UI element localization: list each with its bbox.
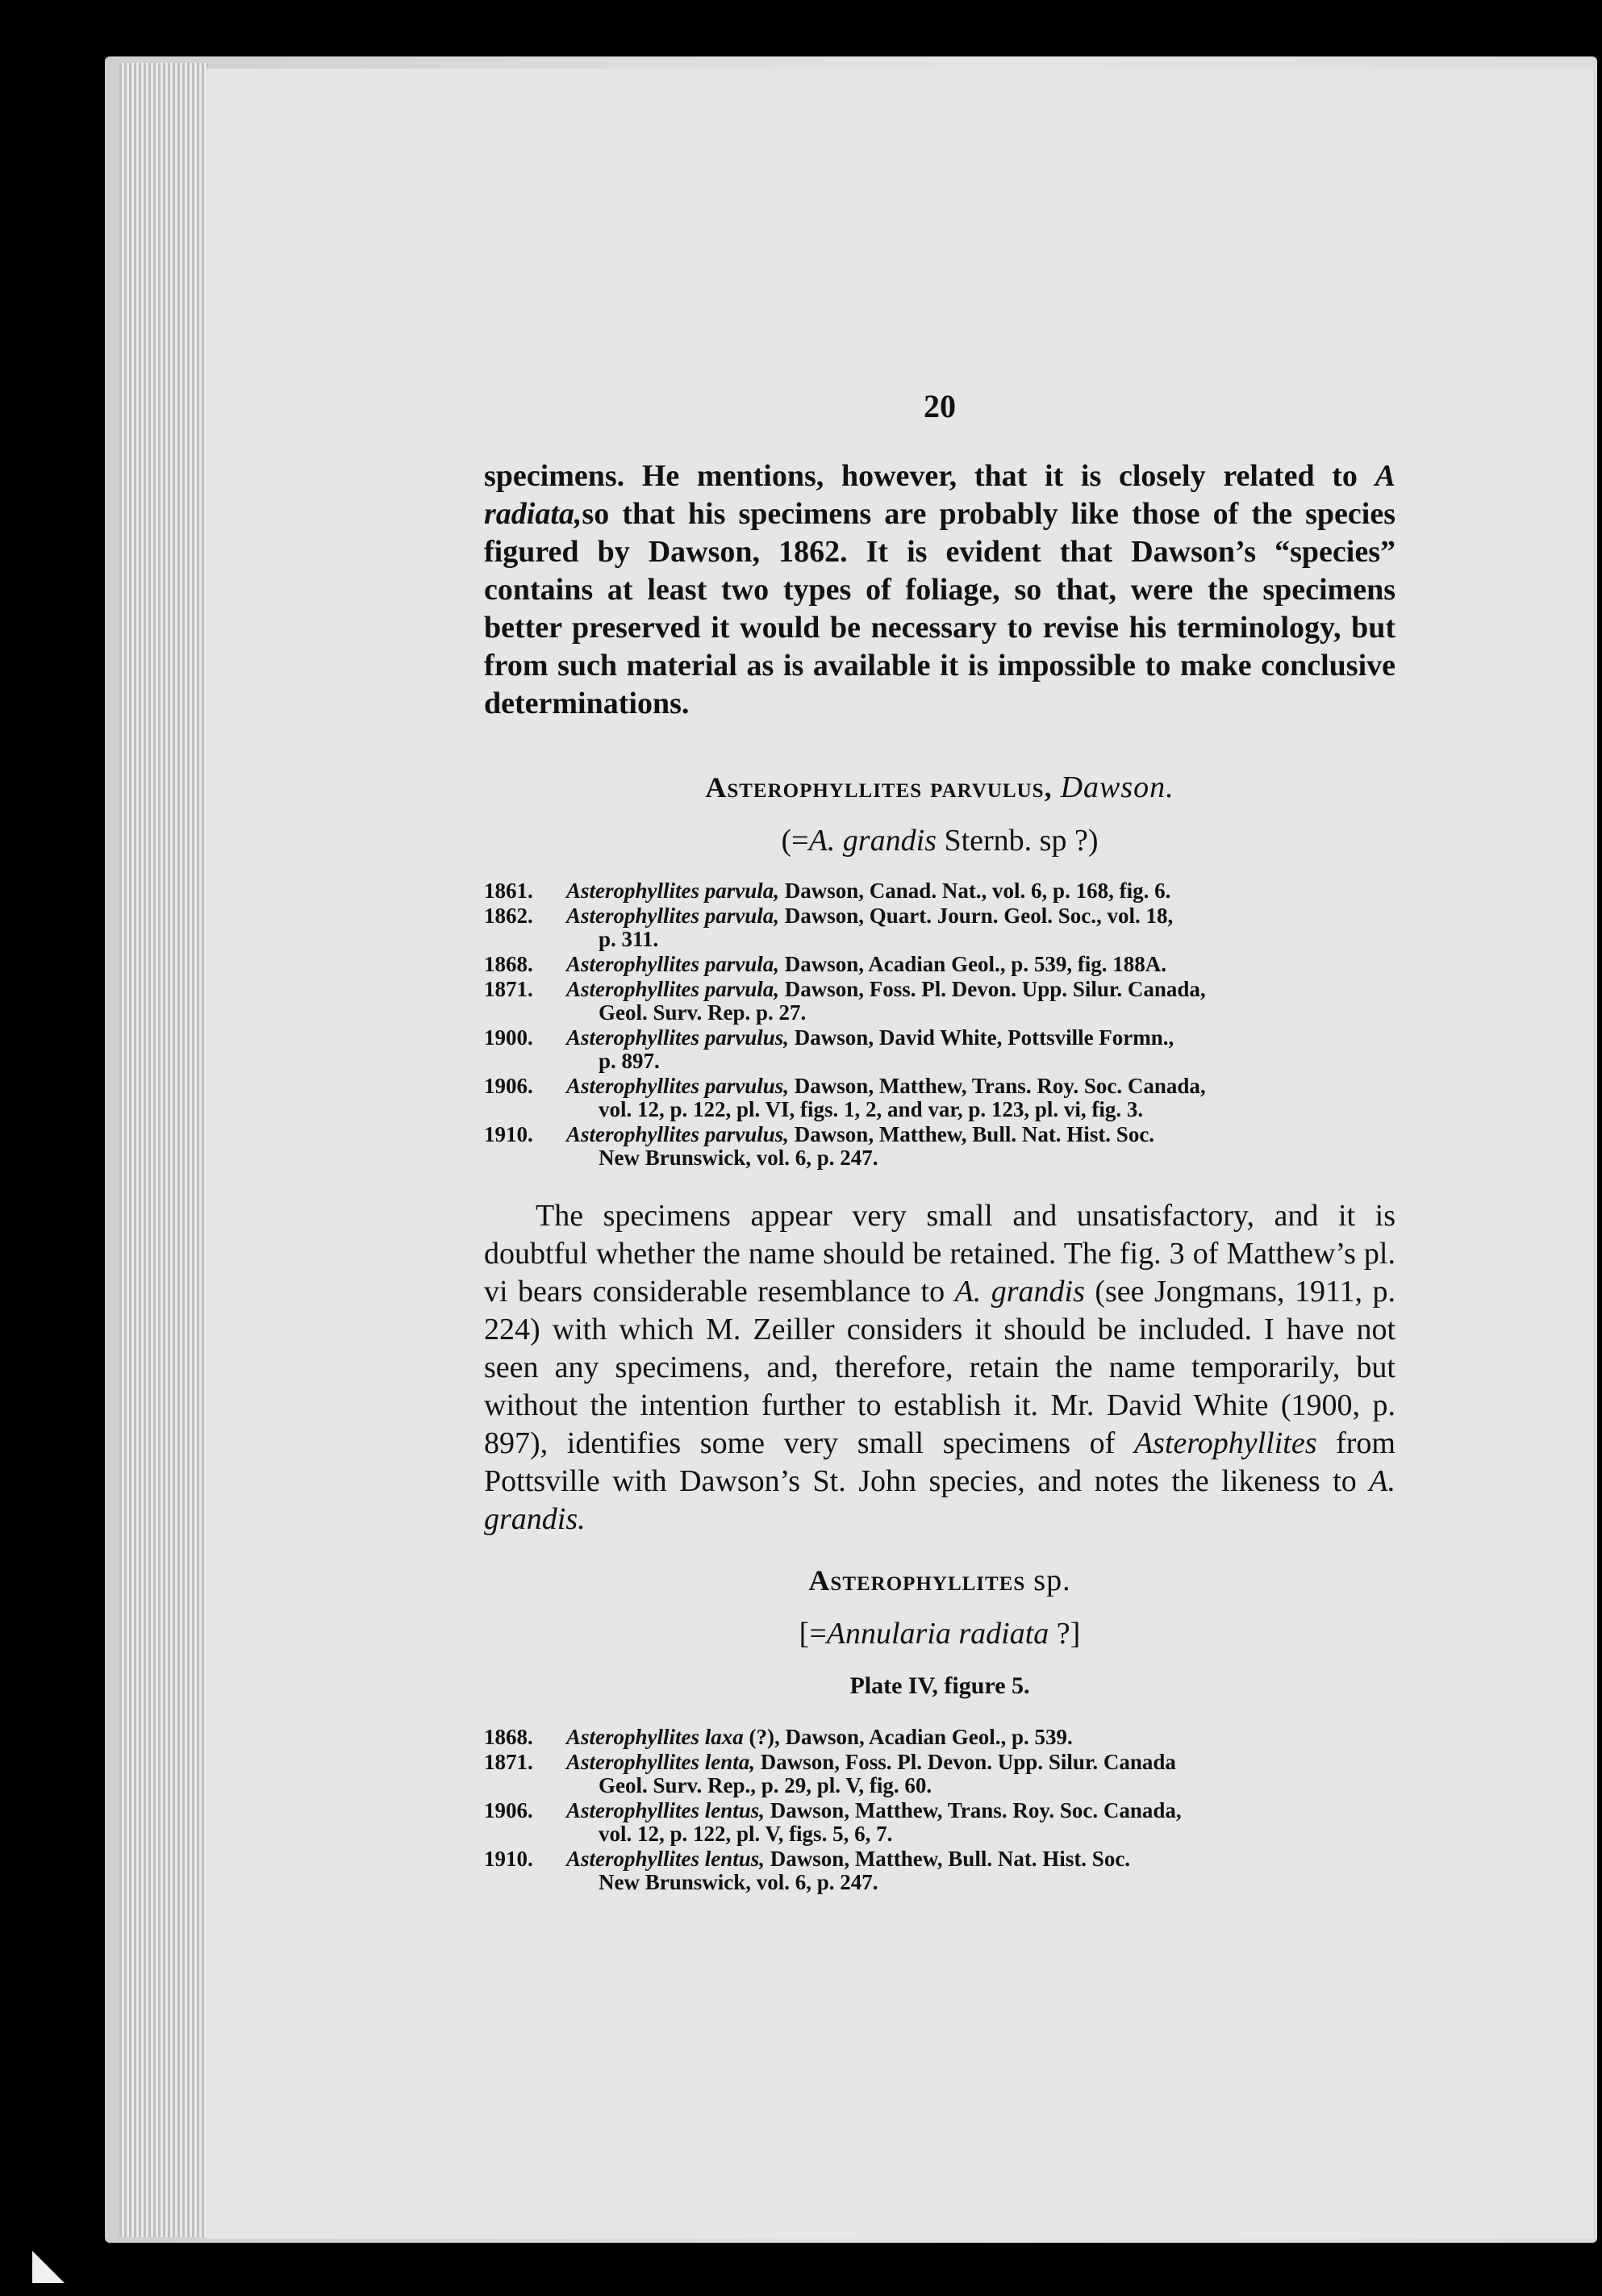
synonym-prefix: (= bbox=[781, 824, 809, 858]
bib-genus: Asterophyllites parvula, bbox=[566, 904, 780, 928]
bib-year: 1861. bbox=[484, 879, 533, 903]
page-content bbox=[484, 387, 1395, 1922]
section-heading-parvulus bbox=[484, 770, 1395, 805]
synonym-line-sp bbox=[484, 1616, 1395, 1651]
para-text: (see Jongmans, 1911, p. 224) with which M. Zeiller considers it should be included. I have not seen any specimens, and, therefore, retain the name temporarily, but without the intention further to establish it. Mr. David White (1900, p. 897), identifies some very small specimens of bbox=[484, 1275, 1396, 1460]
bib-year: 1868. bbox=[484, 1725, 533, 1749]
bib-ref: Dawson, Matthew, Bull. Nat. Hist. Soc. bbox=[794, 1122, 1155, 1146]
bib-cont: New Brunswick, vol. 6, p. 247. bbox=[599, 1870, 878, 1894]
bib-ref: (?), Dawson, Acadian Geol., p. 539. bbox=[749, 1725, 1073, 1749]
bib-entry bbox=[484, 953, 1395, 976]
discussion-paragraph bbox=[484, 1197, 1395, 1538]
bib-cont: p. 897. bbox=[599, 1049, 660, 1073]
para-italic: Asterophyllites bbox=[1133, 1426, 1317, 1460]
section-heading-sp bbox=[484, 1563, 1395, 1598]
bib-year: 1868. bbox=[484, 952, 533, 976]
intro-text-1: specimens. He mentions, however, that it is closely related to bbox=[484, 459, 1375, 493]
bib-year: 1906. bbox=[484, 1798, 533, 1822]
bib-ref: Dawson, Canad. Nat., vol. 6, p. 168, fig. 6. bbox=[784, 879, 1171, 903]
bib-genus: Asterophyllites parvulus, bbox=[566, 1122, 790, 1146]
page-number: 20 bbox=[924, 388, 956, 424]
para-italic: A. grandis bbox=[954, 1275, 1085, 1309]
bib-genus: Asterophyllites parvulus, bbox=[566, 1025, 790, 1050]
bib-genus: Asterophyllites parvula, bbox=[566, 977, 780, 1001]
synonym-suffix: ?] bbox=[1056, 1617, 1081, 1651]
bib-genus: Asterophyllites lentus, bbox=[566, 1847, 766, 1871]
bib-year: 1871. bbox=[484, 977, 533, 1001]
bib-entry bbox=[484, 1726, 1395, 1749]
bibliography-parvulus bbox=[484, 879, 1395, 1170]
para-text: The specimens appear very small and unsatisfactory, and it is doubtful whether the name should be retained. The fig. 3 of Matthew’s pl. vi bears considerable resemblance to bbox=[484, 1199, 1395, 1309]
plate-reference: Plate IV, figure 5. bbox=[849, 1672, 1030, 1699]
bib-year: 1862. bbox=[484, 904, 533, 928]
bib-ref: Dawson, Matthew, Trans. Roy. Soc. Canada, bbox=[770, 1798, 1182, 1822]
bib-year: 1910. bbox=[484, 1122, 533, 1146]
bib-entry bbox=[484, 1075, 1395, 1121]
para-italic: A. grandis. bbox=[484, 1464, 1395, 1536]
heading-species-name: Asterophyllites parvulus, bbox=[705, 771, 1053, 804]
synonym-italic: A. grandis bbox=[808, 824, 937, 858]
bib-entry bbox=[484, 1799, 1395, 1846]
bib-cont: Geol. Surv. Rep., p. 29, pl. V, fig. 60. bbox=[599, 1773, 932, 1797]
bib-year: 1900. bbox=[484, 1025, 533, 1050]
bib-entry bbox=[484, 1123, 1395, 1170]
page-stack-edge bbox=[119, 63, 208, 2237]
bib-year: 1910. bbox=[484, 1847, 533, 1871]
heading-author: Dawson. bbox=[1060, 770, 1174, 804]
bib-genus: Asterophyllites laxa bbox=[566, 1725, 744, 1749]
bib-cont: New Brunswick, vol. 6, p. 247. bbox=[599, 1146, 878, 1170]
bib-ref: Dawson, Foss. Pl. Devon. Upp. Silur. Canada, bbox=[784, 977, 1206, 1001]
synonym-prefix: [= bbox=[799, 1617, 827, 1651]
bib-cont: Geol. Surv. Rep. p. 27. bbox=[599, 1000, 807, 1025]
para-text: from Pottsville with Dawson’s St. John species, and notes the likeness to bbox=[484, 1426, 1395, 1498]
bib-cont: vol. 12, p. 122, pl. VI, figs. 1, 2, and var, p. 123, pl. vi, fig. 3. bbox=[599, 1097, 1144, 1121]
synonym-line-parvulus bbox=[484, 823, 1395, 858]
heading-species-name: Asterophyllites bbox=[808, 1564, 1026, 1597]
bib-ref: Dawson, Matthew, Trans. Roy. Soc. Canada, bbox=[794, 1074, 1206, 1098]
bib-entry bbox=[484, 1751, 1395, 1797]
bib-entry bbox=[484, 978, 1395, 1025]
bib-ref: Dawson, David White, Pottsville Formn., bbox=[794, 1025, 1174, 1050]
bib-genus: Asterophyllites lentus, bbox=[566, 1798, 766, 1822]
bib-genus: Asterophyllites parvula, bbox=[566, 952, 780, 976]
synonym-suffix: Sternb. sp ?) bbox=[944, 824, 1099, 858]
bib-entry bbox=[484, 904, 1395, 951]
scan-corner-mark bbox=[32, 2251, 65, 2283]
bib-cont: p. 311. bbox=[599, 927, 659, 951]
bib-ref: Dawson, Matthew, Bull. Nat. Hist. Soc. bbox=[770, 1847, 1131, 1871]
bib-entry bbox=[484, 879, 1395, 903]
bib-cont: vol. 12, p. 122, pl. V, figs. 5, 6, 7. bbox=[599, 1822, 893, 1846]
heading-suffix: sp. bbox=[1033, 1563, 1071, 1597]
bib-ref: Dawson, Acadian Geol., p. 539, fig. 188A. bbox=[784, 952, 1167, 976]
intro-text-2: so that his specimens are probably like those of the species figured by Dawson, 1862. It is evident that Dawson’s “species” contains at least two types of foliage, so that, were the specimens better preserved it would be necessary to revise his terminology, but from such material as is available it is impossible to make conclusive determinations. bbox=[484, 497, 1395, 720]
bib-year: 1906. bbox=[484, 1074, 533, 1098]
bib-ref: Dawson, Foss. Pl. Devon. Upp. Silur. Canada bbox=[760, 1750, 1176, 1774]
bib-entry bbox=[484, 1026, 1395, 1073]
bib-ref: Dawson, Quart. Journ. Geol. Soc., vol. 18, bbox=[784, 904, 1174, 928]
bibliography-sp bbox=[484, 1726, 1395, 1894]
intro-italic-1: A radiata, bbox=[484, 459, 1395, 531]
bib-genus: Asterophyllites parvula, bbox=[566, 879, 780, 903]
bib-genus: Asterophyllites parvulus, bbox=[566, 1074, 790, 1098]
synonym-italic: Annularia radiata bbox=[826, 1617, 1049, 1651]
intro-paragraph bbox=[484, 457, 1395, 723]
bib-year: 1871. bbox=[484, 1750, 533, 1774]
bib-genus: Asterophyllites lenta, bbox=[566, 1750, 756, 1774]
bib-entry bbox=[484, 1847, 1395, 1894]
